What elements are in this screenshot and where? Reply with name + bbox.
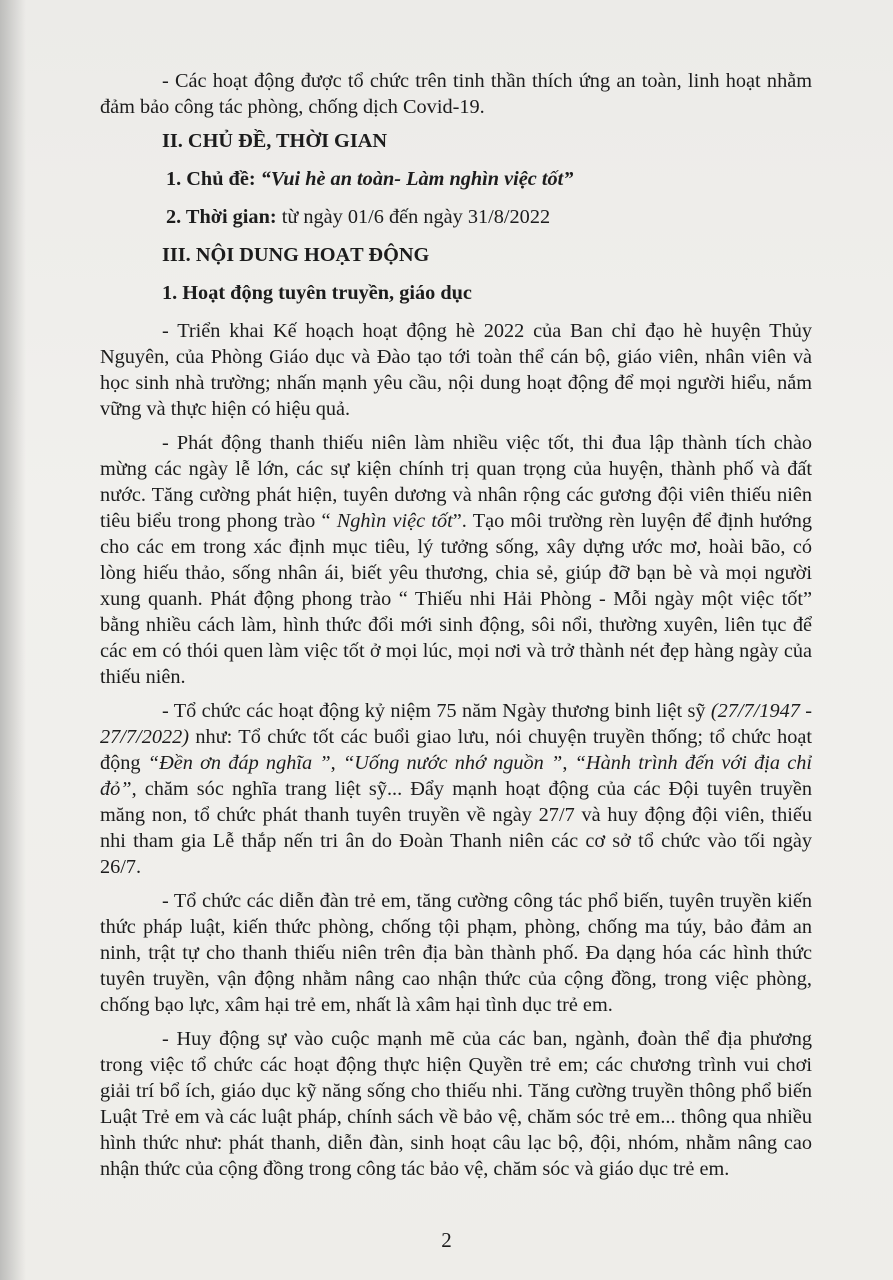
- paragraph-4: - Tổ chức các diễn đàn trẻ em, tăng cường công tác phổ biến, tuyên truyền kiến thức pháp luật, kiến thức phòng, chống tội phạm, phòng, chống ma túy, bảo đảm an ninh, trật tự cho thanh thiếu niên trên địa bàn thành phố. Đa dạng hóa các hình thức tuyên truyền, vận động nhằm nâng cao nhận thức của cộng đồng, trong việc phòng, chống bạo lực, xâm hại trẻ em, nhất là xâm hại tình dục trẻ em.: [100, 890, 812, 1016]
- paragraph-2-emphasis: Nghìn việc tốt: [336, 510, 453, 532]
- paragraph-2-part-a: - Phát động thanh thiếu niên làm nhiều việc tốt, thi đua lập thành tích chào mừng các ngày lễ lớn, các sự kiện chính trị quan trọng của huyện, thành phố và đất nước. Tăng cường phát hiện, tuyên dương và nhân rộng các gương đội viên thiếu niên tiêu biểu trong phong trào “: [100, 432, 812, 532]
- section-3-heading: III. NỘI DUNG HOẠT ĐỘNG: [162, 244, 430, 266]
- time-line: [100, 204, 812, 230]
- paragraph-3-part-b: như: Tổ chức tốt các buổi giao lưu, nói chuyện truyền thống; tổ chức hoạt động: [100, 726, 812, 774]
- document-body: [100, 68, 812, 1190]
- paragraph-5: - Huy động sự vào cuộc mạnh mẽ của các ban, ngành, đoàn thể địa phương trong việc tổ chức các hoạt động thực hiện Quyền trẻ em; các chương trình vui chơi giải trí bổ ích, giáo dục kỹ năng sống cho thiếu nhi. Tăng cường truyền thông phổ biến Luật Trẻ em và các luật pháp, chính sách về bảo vệ, chăm sóc trẻ em... thông qua nhiều hình thức như: phát thanh, diễn đàn, sinh hoạt câu lạc bộ, đội, nhóm, nhằm nâng cao nhận thức của cộng đồng trong công tác bảo vệ, chăm sóc và giáo dục trẻ em.: [100, 1028, 812, 1180]
- theme-line: [100, 166, 812, 192]
- time-label: 2. Thời gian:: [166, 206, 277, 228]
- paragraph-3-quote-2: “Uống nước nhớ nguồn ”: [342, 752, 563, 774]
- paragraph-3-part-d: ,: [562, 752, 575, 774]
- section-2-heading: II. CHỦ ĐỀ, THỜI GIAN: [162, 130, 388, 152]
- intro-paragraph: - Các hoạt động được tổ chức trên tinh thần thích ứng an toàn, linh hoạt nhằm đảm bảo công tác phòng, chống dịch Covid-19.: [100, 70, 812, 118]
- paragraph-2-part-b: ”. Tạo môi trường rèn luyện để định hướng cho các em trong xác định mục tiêu, lý tưởng sống, xây dựng ước mơ, hoài bão, có lòng hiếu thảo, sống nhân ái, biết yêu thương, chia sẻ, giúp đỡ bạn bè và mọi người xung quanh. Phát động phong trào “ Thiếu nhi Hải Phòng - Mỗi ngày một việc tốt” bằng nhiều cách làm, hình thức đổi mới sinh động, sôi nổi, thường xuyên, liên tục để các em có thói quen làm việc tốt ở mọi lúc, mọi nơi và trở thành nét đẹp hàng ngày của thiếu niên.: [100, 510, 812, 688]
- paragraph-3-quote-3: “Hành trình đến với địa chỉ đỏ”: [100, 752, 813, 800]
- paragraph-2: [100, 430, 812, 690]
- paragraph-3: [100, 698, 812, 880]
- paragraph-3-part-e: , chăm sóc nghĩa trang liệt sỹ... Đẩy mạnh hoạt động của các Đội tuyên truyền măng non, tổ chức phát thanh tuyên truyền về ngày 27/7 và huy động đội viên, thiếu nhi tham gia Lễ thắp nến tri ân do Đoàn Thanh niên các cơ sở tổ chức vào tối ngày 26/7.: [100, 778, 812, 878]
- paragraph-3-part-a: - Tổ chức các hoạt động kỷ niệm 75 năm Ngày thương binh liệt sỹ: [162, 700, 711, 722]
- paragraph-3-quote-1: “Đền ơn đáp nghĩa ”: [147, 752, 331, 774]
- paragraph-3-part-c: ,: [330, 752, 343, 774]
- paragraph-3-date: (27/7/1947 - 27/7/2022): [100, 700, 812, 748]
- theme-value: “Vui hè an toàn- Làm nghìn việc tốt”: [260, 168, 574, 190]
- theme-label: 1. Chủ đề:: [166, 168, 256, 190]
- page-edge-shadow: [0, 0, 26, 1280]
- page-number: 2: [441, 1228, 452, 1252]
- paragraph-1: - Triển khai Kế hoạch hoạt động hè 2022 của Ban chỉ đạo hè huyện Thủy Nguyên, của Phòng Giáo dục và Đào tạo tới toàn thể cán bộ, giáo viên, nhân viên và học sinh nhà trường; nhấn mạnh yêu cầu, nội dung hoạt động để mọi người hiểu, nắm vững và thực hiện có hiệu quả.: [100, 320, 812, 420]
- subsection-1-heading: 1. Hoạt động tuyên truyền, giáo dục: [162, 282, 472, 304]
- time-value: từ ngày 01/6 đến ngày 31/8/2022: [281, 206, 551, 228]
